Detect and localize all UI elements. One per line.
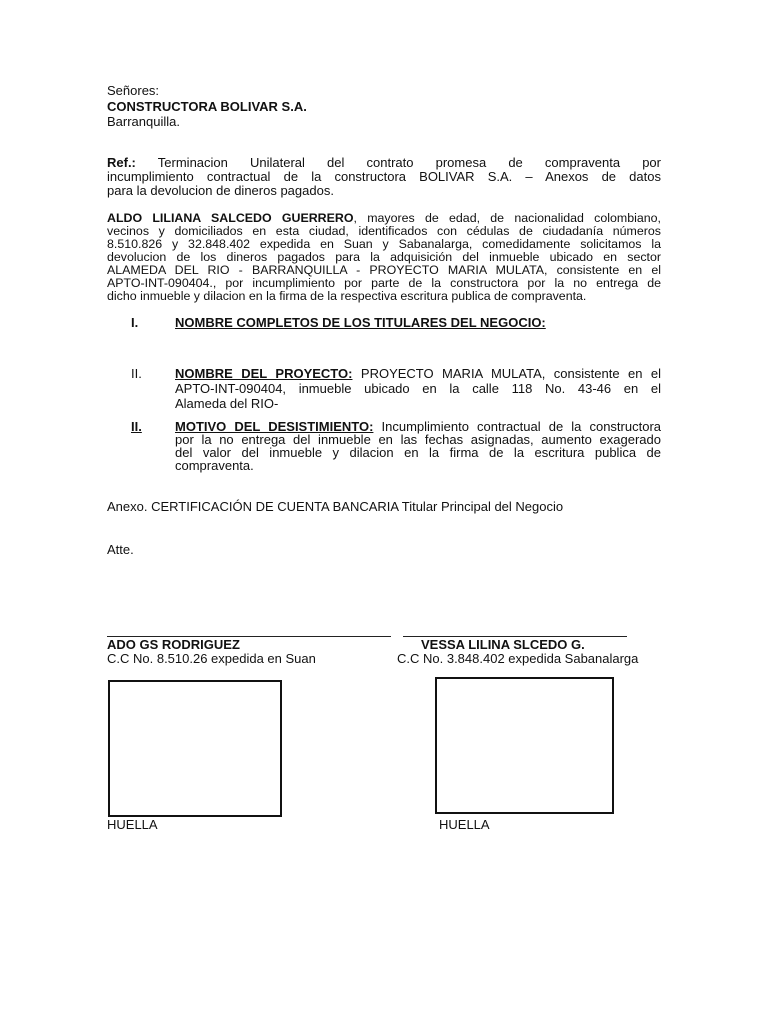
section-3-line-1: Incumplimiento contractual de la constructora <box>373 419 662 434</box>
salutation: Señores: <box>107 83 160 98</box>
section-1-number: I. <box>131 315 139 330</box>
closing: Atte. <box>107 542 134 557</box>
intro-line-5: ALAMEDA DEL RIO - BARRANQUILLA - PROYECTO MARIA MULATA, consistente en el <box>107 263 661 277</box>
section-3-line-2: por la no entrega del inmueble en las fechas asignadas, aumento exagerado <box>175 432 661 447</box>
section-2-line-3: Alameda del RIO- <box>175 396 279 411</box>
intro-line-2: vecinos y domiciliados en esta ciudad, identificados con cédulas de ciudadanía números <box>107 224 661 238</box>
recipient-company: CONSTRUCTORA BOLIVAR S.A. <box>107 99 307 114</box>
section-2-line-1: PROYECTO MARIA MULATA, consistente en el <box>352 366 661 381</box>
left-signer-name: ADO GS RODRIGUEZ <box>107 637 240 652</box>
section-2-number: II. <box>131 366 142 381</box>
right-fingerprint-box <box>435 677 614 814</box>
annex-note: Anexo. CERTIFICACIÓN DE CUENTA BANCARIA Titular Principal del Negocio <box>107 499 564 514</box>
reference-block <box>107 156 661 197</box>
reference-line-2: incumplimiento contractual de la constructora BOLIVAR S.A. – Anexos de datos <box>107 169 661 184</box>
applicant-names: ALDO LILIANA SALCEDO GUERRERO <box>107 211 354 225</box>
left-signer-id: C.C No. 8.510.26 expedida en Suan <box>107 651 316 666</box>
intro-line-3: 8.510.826 y 32.848.402 expedida en Suan y Sabanalarga, comedidamente solicitamos la <box>107 237 661 251</box>
intro-paragraph <box>107 212 661 303</box>
intro-line-4: devolucion de los dineros pagados para la adquisición del inmueble ubicado en sector <box>107 250 661 264</box>
left-fingerprint-box <box>108 680 282 817</box>
right-signer-name: VESSA LILINA SLCEDO G. <box>421 637 585 652</box>
section-3-title: MOTIVO DEL DESISTIMIENTO: <box>175 419 374 434</box>
intro-line-1: , mayores de edad, de nacionalidad colombiano, <box>353 211 661 225</box>
right-fingerprint-label: HUELLA <box>439 817 490 832</box>
section-1-title: NOMBRE COMPLETOS DE LOS TITULARES DEL NEGOCIO: <box>175 315 546 330</box>
section-3-body <box>175 420 661 472</box>
section-3-number: II. <box>131 419 142 434</box>
section-2-line-2: APTO-INT-090404, inmueble ubicado en la calle 118 No. 43-46 en el <box>175 381 661 396</box>
recipient-city: Barranquilla. <box>107 114 180 129</box>
reference-label: Ref.: <box>107 155 136 170</box>
section-3-line-3: del valor del inmueble y dilacion en la firma de la escritura publica de <box>175 445 661 460</box>
section-2-body <box>175 367 661 410</box>
reference-line-1: Terminacion Unilateral del contrato promesa de compraventa por <box>157 155 661 170</box>
intro-line-6: APTO-INT-090404., por incumplimiento por parte de la constructora por la no entrega de <box>107 276 661 290</box>
section-3-line-4: compraventa. <box>175 458 254 473</box>
section-2-title: NOMBRE DEL PROYECTO: <box>175 366 353 381</box>
right-signer-id: C.C No. 3.848.402 expedida Sabanalarga <box>397 651 639 666</box>
intro-line-7: dicho inmueble y dilacion en la firma de la respectiva escritura publica de compraventa. <box>107 289 587 303</box>
left-fingerprint-label: HUELLA <box>107 817 158 832</box>
reference-line-3: para la devolucion de dineros pagados. <box>107 183 334 198</box>
